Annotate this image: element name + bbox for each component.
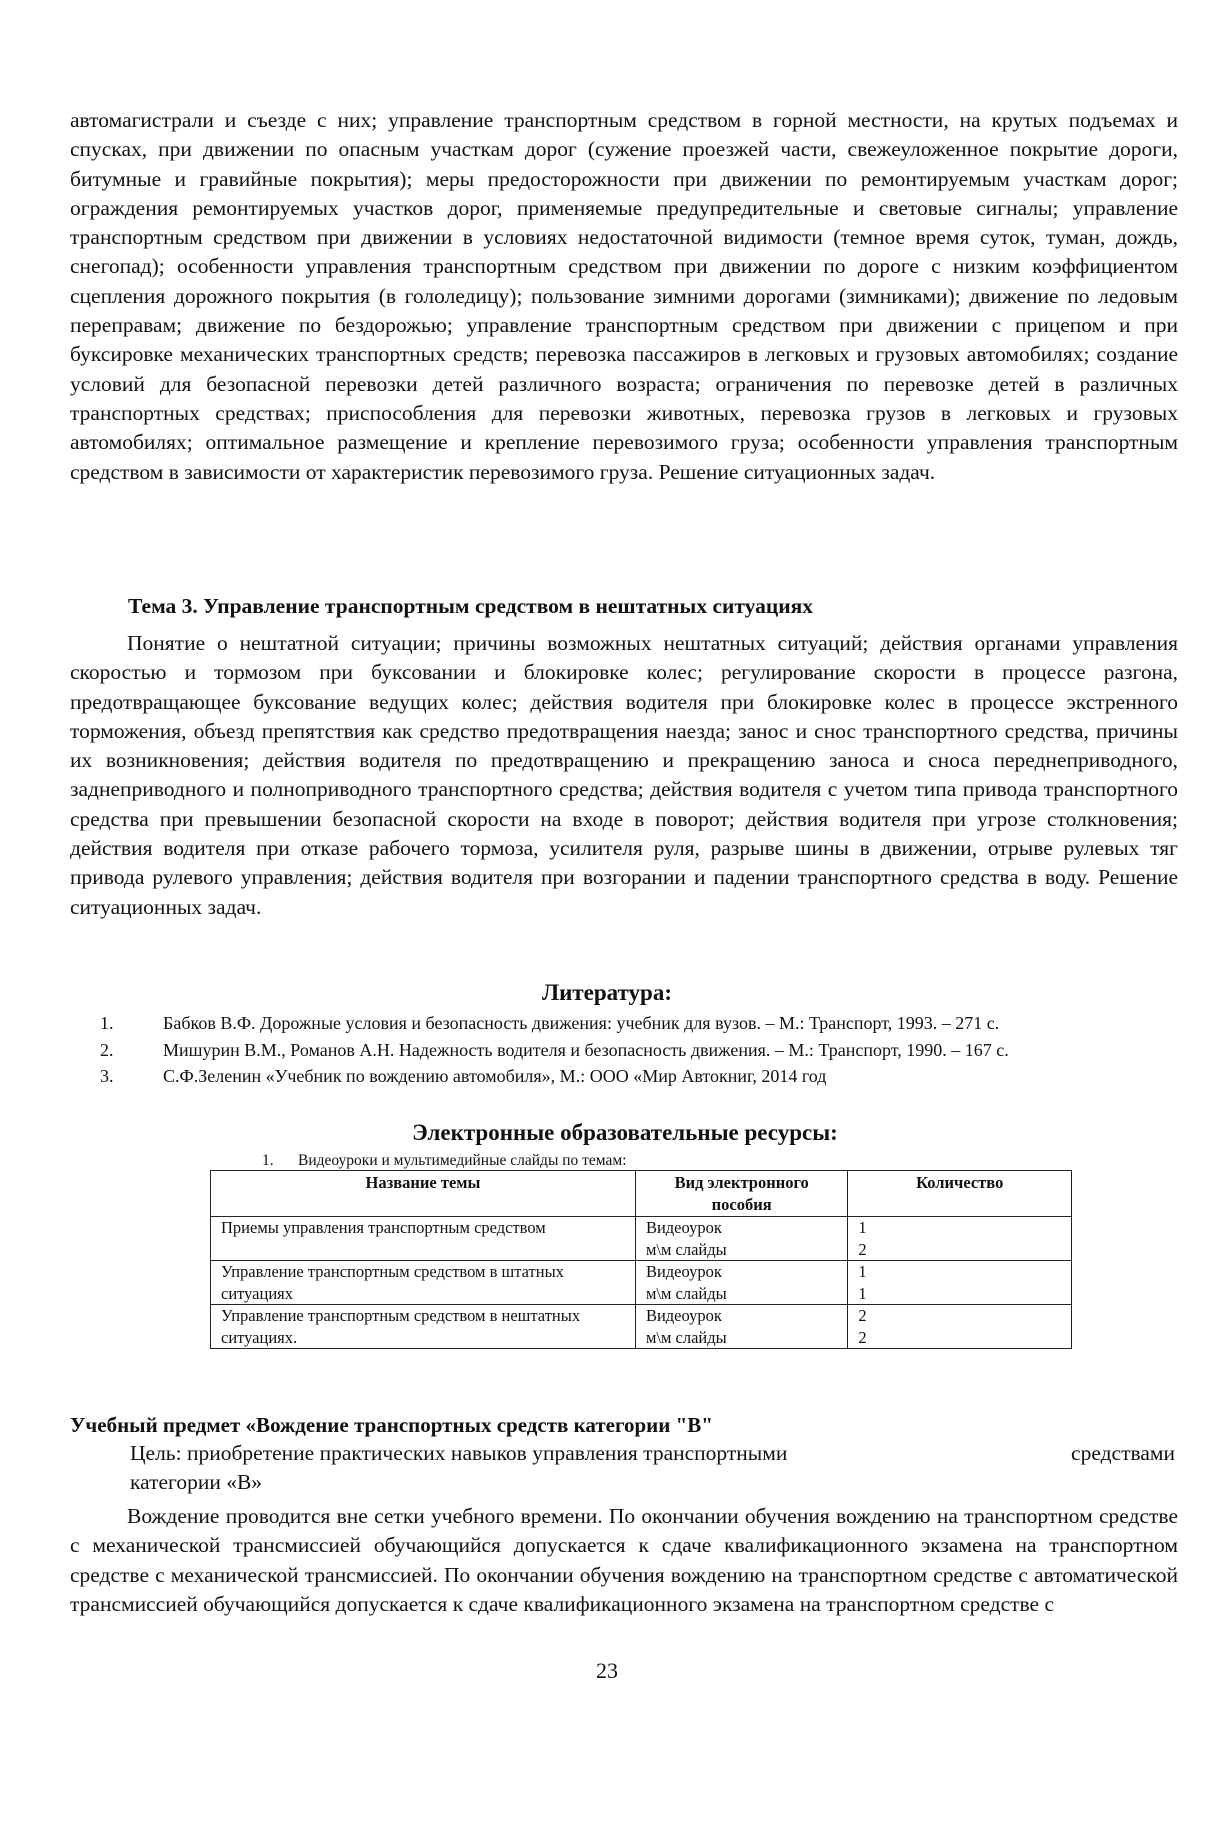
cell-type bbox=[635, 1217, 847, 1261]
intro-paragraph: автомагистрали и съезде с них; управление транспортным средством в горной местности, на крутых подъемах и спусках, при движении по опасным участкам дорог (сужение проезжей части, свежеуложенное покрытие дороги, битумные и гравийные покрытия); меры предосторожности при движении по ремонтируемым участкам дорог; ограждения ремонтируемых участков дорог, применяемые предупредительные и световые сигналы; управление транспортным средством при движении в условиях недостаточной видимости (темное время суток, туман, дождь, снегопад); особенности управления транспортным средством при движении по дороге с низким коэффициентом сцепления дорожного покрытия (в гололедицу); пользование зимними дорогами (зимниками); движение по ледовым переправам; движение по бездорожью; управление транспортным средством при движении с прицепом и при буксировке механических транспортных средств; перевозка пассажиров в легковых и грузовых автомобилях; создание условий для безопасной перевозки детей различного возраста; ограничения по перевозке детей в различных транспортных средствах; приспособления для перевозки животных, перевозка грузов в легковых и грузовых автомобилях; оптимальное размещение и крепление перевозимого груза; особенности управления транспортным средством в зависимости от характеристик перевозимого груза. Решение ситуационных задач. bbox=[70, 108, 1178, 484]
list-item-number: 2. bbox=[100, 1039, 114, 1060]
page-number: 23 bbox=[596, 1658, 618, 1683]
list-item-number: 1. bbox=[100, 1013, 114, 1033]
cell-theme: Приемы управления транспортным средством bbox=[211, 1217, 636, 1261]
resources-subtitle-text: Видеоуроки и мультимедийные слайды по темам: bbox=[298, 1152, 627, 1169]
table-row bbox=[211, 1305, 1072, 1349]
cell-type-line: м\м слайды bbox=[645, 1239, 727, 1259]
topic3-heading: Тема 3. Управление транспортным средством в нештатных ситуациях bbox=[128, 594, 814, 618]
subject-goal-text: Цель: приобретение практических навыков управления транспортными bbox=[130, 1441, 788, 1465]
resources-subtitle bbox=[262, 1152, 627, 1170]
table-row bbox=[211, 1261, 1072, 1305]
resources-table bbox=[210, 1170, 1072, 1349]
column-header-theme: Название темы bbox=[211, 1171, 636, 1217]
cell-quantity-line: 2 bbox=[858, 1306, 867, 1325]
list-item bbox=[70, 1010, 1180, 1037]
cell-type bbox=[635, 1305, 847, 1349]
topic3-paragraph: Понятие о нештатной ситуации; причины возможных нештатных ситуаций; действия органами управления скоростью и тормозом при буксовании и блокировке колес; регулирование скорости в процессе разгона, предотвращающее буксование ведущих колес; действия водителя при блокировке колес в процессе экстренного торможения, объезд препятствия как средство предотвращения наезда; занос и снос транспортного средства, причины их возникновения; действия водителя по предотвращению и прекращению заноса и сноса переднеприводного, заднеприводного и полноприводного транспортного средства; действия водителя с учетом типа привода транспортного средства при превышении безопасной скорости на входе в поворот; действия водителя при угрозе столкновения; действия водителя при отказе рабочего тормоза, усилителя руля, разрыве шины в движении, отрыве рулевых тяг привода рулевого управления; действия водителя при возгорании и падении транспортного средства в воду. Решение ситуационных задач. bbox=[70, 631, 1178, 919]
subject-goal-category: категории «В» bbox=[130, 1470, 263, 1494]
list-item bbox=[70, 1037, 1180, 1064]
cell-type-line: м\м слайды bbox=[645, 1327, 727, 1347]
cell-quantity-line: 2 bbox=[858, 1239, 867, 1259]
subject-goal-text-right: средствами bbox=[1071, 1441, 1175, 1465]
cell-type-line: Видеоурок bbox=[645, 1218, 722, 1237]
resources-title: Электронные образовательные ресурсы: bbox=[412, 1120, 838, 1145]
table-row bbox=[211, 1217, 1072, 1261]
cell-quantity-line: 1 bbox=[858, 1283, 867, 1303]
cell-type-line: м\м слайды bbox=[645, 1283, 727, 1303]
subject-goal bbox=[130, 1439, 1175, 1497]
table-header-row bbox=[211, 1171, 1072, 1217]
list-item-text: С.Ф.Зеленин «Учебник по вождению автомобиля», М.: ООО «Мир Автокниг, 2014 год bbox=[163, 1066, 827, 1086]
cell-type bbox=[635, 1261, 847, 1305]
list-item bbox=[70, 1063, 1180, 1090]
cell-theme: Управление транспортным средством в штатных ситуациях bbox=[211, 1261, 636, 1305]
literature-title: Литература: bbox=[541, 980, 673, 1005]
column-header-quantity: Количество bbox=[848, 1171, 1072, 1217]
literature-list bbox=[70, 1010, 1180, 1090]
cell-quantity-line: 2 bbox=[858, 1327, 867, 1347]
cell-quantity-line: 1 bbox=[858, 1218, 867, 1237]
cell-type-line: Видеоурок bbox=[645, 1306, 722, 1325]
list-item-text: Мишурин В.М., Романов А.Н. Надежность водителя и безопасность движения. – М.: Транспорт, 1990. – 167 с. bbox=[163, 1039, 1009, 1060]
list-item-text: Бабков В.Ф. Дорожные условия и безопасность движения: учебник для вузов. – М.: Транспорт, 1993. – 271 с. bbox=[163, 1013, 1000, 1033]
subject-heading: Учебный предмет «Вождение транспортных средств категории "B" bbox=[70, 1413, 713, 1437]
list-item-number: 3. bbox=[100, 1066, 114, 1086]
column-header-type: Вид электронного пособия bbox=[635, 1171, 847, 1217]
cell-theme: Управление транспортным средством в нештатных ситуациях. bbox=[211, 1305, 636, 1349]
cell-quantity bbox=[848, 1217, 1072, 1261]
cell-quantity bbox=[848, 1261, 1072, 1305]
resources-subtitle-number: 1. bbox=[262, 1152, 274, 1169]
cell-type-line: Видеоурок bbox=[645, 1262, 722, 1281]
subject-paragraph: Вождение проводится вне сетки учебного времени. По окончании обучения вождению на транспортном средстве с механической трансмиссией обучающийся допускается к сдаче квалификационного экзамена на транспортном средстве с механической трансмиссией. По окончании обучения вождению на транспортном средстве с автоматической трансмиссией обучающийся допускается к сдаче квалификационного экзамена на транспортном средстве с bbox=[70, 1504, 1178, 1616]
cell-quantity-line: 1 bbox=[858, 1262, 867, 1281]
cell-quantity bbox=[848, 1305, 1072, 1349]
